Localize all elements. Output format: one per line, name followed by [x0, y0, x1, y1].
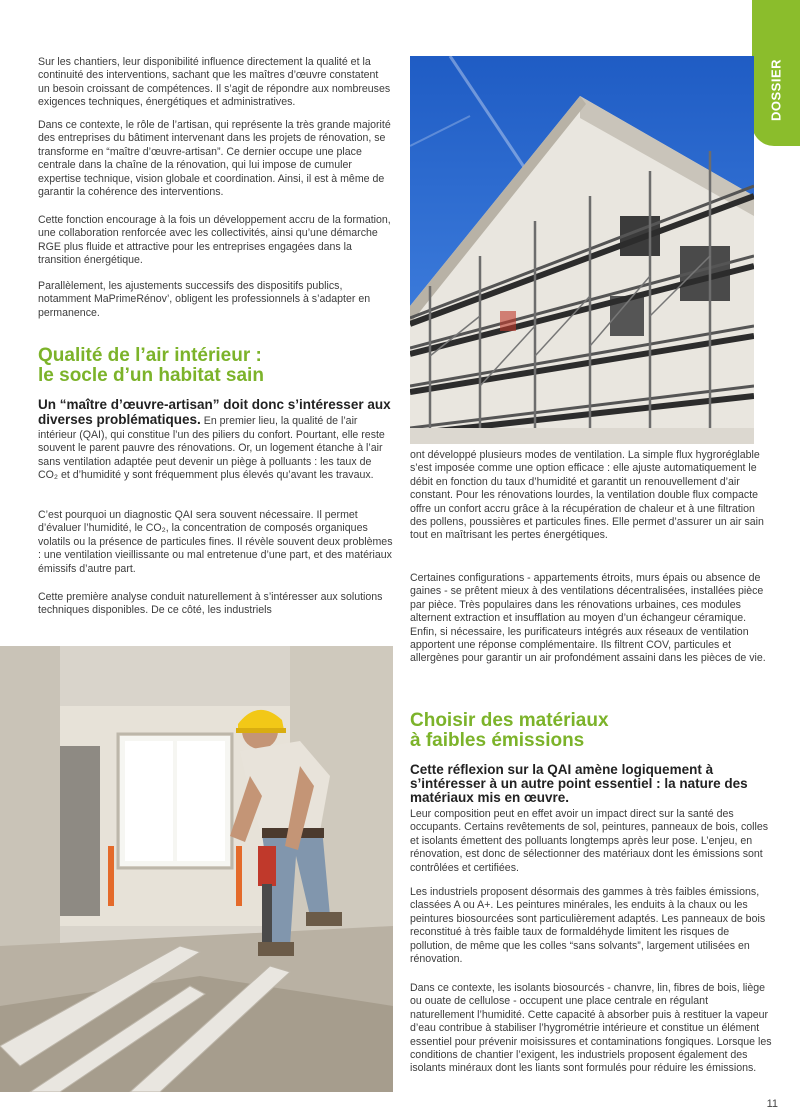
heading-line: le socle d’un habitat sain	[38, 365, 264, 386]
lead-heading: Cette réflexion sur la QAI amène logiquement à s’intéresser à un autre point essentiel : la nature des matériaux mis en œuvre.	[410, 762, 748, 805]
scaffolding-building-photo	[410, 56, 754, 444]
paragraph-with-lead	[38, 398, 394, 482]
page-number: 11	[766, 1098, 778, 1110]
paragraph: Cette fonction encourage à la fois un développement accru de la formation, une collaboration renforcée avec les collectivités, ainsi qu’une démarche RGE plus fluide et attractive pour les entreprises engagées dans la transition énergétique.	[38, 214, 391, 267]
section-heading-air-quality	[38, 346, 398, 386]
paragraph: Dans ce contexte, les isolants biosourcés - chanvre, lin, fibres de bois, liège ou ouate de cellulose - occupent une place centrale en régulant naturellement l’humidité. Cette capacité à absorber puis à restituer la vapeur d’eau contribue à stabiliser l’hygrométrie intérieure et constitue un élément essentiel pour prévenir moisissures et contaminations fongiques. Lorsque les conditions de chantier l’exigent, les industriels proposent également des isolants minéraux dont les liants sont formulés pour réduire les émissions.	[410, 982, 772, 1075]
paragraph: C’est pourquoi un diagnostic QAI sera souvent nécessaire. Il permet d’évaluer l’humidité, le CO₂, la concentration de composés organiques volatils ou la présence de particules fines. Il révèle souvent deux problèmes : une ventilation vieillissante ou mal entretenue d’une part, et des matériaux émissifs d’autre part.	[38, 509, 393, 575]
paragraph: Sur les chantiers, leur disponibilité influence directement la qualité et la continuité des interventions, sachant que les maîtres d’œuvre constatent un besoin croissant de compétences. Il s’agit de répondre aux nombreuses exigences techniques, énergétiques et administratives.	[38, 56, 391, 109]
paragraph: Cette première analyse conduit naturellement à s’intéresser aux solutions techniques disponibles. De ce côté, les industriels	[38, 591, 383, 617]
paragraph: Leur composition peut en effet avoir un impact direct sur la santé des occupants. Certains revêtements de sol, peintures, panneaux de bois, colles et isolants émettent des polluants longtemps après leur pose. L’enjeu, en rénovation, est donc de sélectionner des matériaux dont les émissions sont contrôlées et certifiées.	[410, 808, 769, 874]
paragraph-text: En premier lieu, la qualité de l’air intérieur (QAI), qui constitue l’un des piliers du confort. Pourtant, elle reste souvent le parent pauvre des rénovations. Or, un logement étanche à l’air sans ventilation adaptée peut devenir un piège à polluants : les taux de CO₂ et d’humidité y sont fréquemment plus élevés qu’avant les travaux.	[38, 415, 385, 482]
worker-illustration	[0, 646, 393, 1092]
heading-line: Qualité de l’air intérieur :	[38, 345, 262, 366]
worker-renovation-photo	[0, 646, 393, 1092]
heading-line: à faibles émissions	[410, 730, 585, 751]
scaffolding-illustration	[410, 56, 754, 444]
paragraph: Certaines configurations - appartements étroits, murs épais ou absence de gaines - se prêtent mieux à des ventilations décentralisées, installées pièce par pièce. Très populaires dans les rénovations urbaines, ces modules alternent extraction et insufflation au moyen d’un échangeur céramique. Enfin, si nécessaire, les purificateurs intégrés aux réseaux de ventilation apportent une réponse complémentaire. Ils filtrent COV, particules et allergènes pour garantir un air profondément assaini dans les pièces de vie.	[410, 572, 766, 665]
paragraph: Dans ce contexte, le rôle de l’artisan, qui représente la très grande majorité des entreprises du bâtiment intervenant dans les projets de rénovation, se transforme en “maître d’œuvre-artisan”. Ce dernier occupe une place centrale dans la chaîne de la rénovation, qui lui impose de cumuler expertise technique, vision globale et coordination. Ainsi, il est à même de garantir la cohérence des interventions.	[38, 119, 391, 199]
paragraph: Les industriels proposent désormais des gammes à très faibles émissions, classées A ou A+. Les peintures minérales, les enduits à la chaux ou les peintures biosourcées sont particulièrement adaptés. Les panneaux de bois reconstitué à très faible taux de formaldéhyde limitent les risques de pollution, de même que les colles “sans solvants”, largement utilisées en rénovation.	[410, 886, 766, 966]
paragraph: ont développé plusieurs modes de ventilation. La simple flux hygroréglable s’est imposée comme une option efficace : elle ajuste automatiquement le débit en fonction du taux d’humidité et garantit un renouvellement d’air constant. Pour les rénovations lourdes, la ventilation double flux compacte offre un confort accru grâce à la récupération de chaleur et à une filtration des pollens, poussières et particules fines. Elle permet d’assurer un air sain tout en maîtrisant les pertes énergétiques.	[410, 449, 764, 542]
heading-line: Choisir des matériaux	[410, 710, 609, 731]
paragraph: Parallèlement, les ajustements successifs des dispositifs publics, notamment MaPrimeRénov’, obligent les professionnels à s’adapter en permanence.	[38, 280, 371, 319]
section-heading-materials	[410, 711, 770, 751]
lead-text: Un “maître d’œuvre-artisan” doit donc s’intéresser aux diverses problématiques.	[38, 397, 391, 428]
section-tab-label: DOSSIER	[768, 59, 784, 122]
